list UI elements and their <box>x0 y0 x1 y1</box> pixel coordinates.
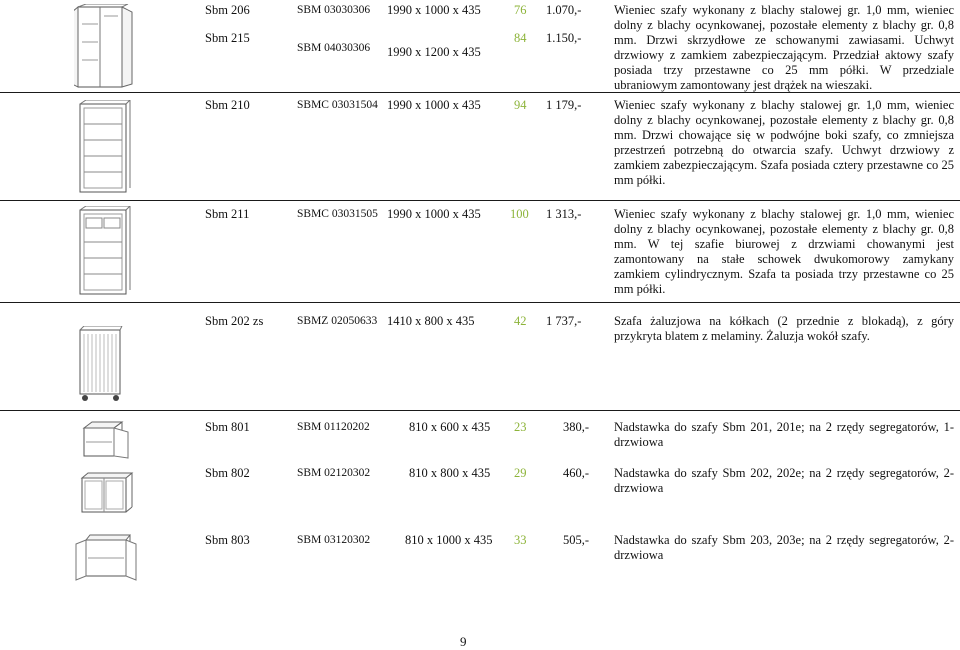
product-description: Nadstawka do szafy Sbm 202, 202e; na 2 rzędy segregatorów, 2-drzwiowa <box>614 466 954 495</box>
cabinet-double-door-image <box>74 4 134 90</box>
dimensions: 1410 x 800 x 435 <box>387 314 475 328</box>
cabinet-shelves-image <box>76 100 134 196</box>
dimensions: 1990 x 1200 x 435 <box>387 45 481 59</box>
top-unit-single-door-image <box>80 420 132 460</box>
quantity: 23 <box>514 420 527 434</box>
model-name: Sbm 801 <box>205 420 250 434</box>
price: 1 313,- <box>546 207 582 221</box>
product-description: Nadstawka do szafy Sbm 203, 203e; na 2 rzędy segregatorów, 2-drzwiowa <box>614 533 954 562</box>
quantity: 42 <box>514 314 527 328</box>
quantity: 33 <box>514 533 527 547</box>
dimensions: 810 x 800 x 435 <box>409 466 491 480</box>
row-divider <box>0 410 960 411</box>
price: 460,- <box>563 466 590 480</box>
product-code: SBM 04030306 <box>297 42 371 54</box>
top-unit-open-doors-image <box>74 532 138 584</box>
product-code: SBMC 03031505 <box>297 208 378 220</box>
product-description: Wieniec szafy wykonany z blachy stalowej gr. 1,0 mm, wieniec dolny z blachy ocynkowanej, pozostałe elementy z blachy gr. 0,8 mm. Drzwi chowające się w podwójne boki szafy, co zmniejsza przestrzeń potrzebną do otwarcia szafy. Uchwyt drzwiowy z zamkiem zabezpieczającym. Szafa posiada cztery przestawne co 25 mm półki. <box>614 98 954 187</box>
model-name: Sbm 202 zs <box>205 314 264 328</box>
quantity: 94 <box>514 98 527 112</box>
dimensions: 810 x 600 x 435 <box>409 420 491 434</box>
product-description: Wieniec szafy wykonany z blachy stalowej gr. 1,0 mm, wieniec dolny z blachy ocynkowanej, pozostałe elementy z blachy gr. 0,8 mm. W tej szafie biurowej z drzwiami chowanymi jest zamontowany na stałe schowek dwukomorowy zamykany zamkiem cylindrycznym. Szafa ta posiada trzy przestawne co 25 mm półki. <box>614 207 954 296</box>
model-name: Sbm 210 <box>205 98 250 112</box>
price: 380,- <box>563 420 590 434</box>
price: 1.150,- <box>546 31 582 45</box>
product-code: SBMC 03031504 <box>297 99 378 111</box>
model-name: Sbm 803 <box>205 533 250 547</box>
product-description: Wieniec szafy wykonany z blachy stalowej gr. 1,0 mm, wieniec dolny z blachy ocynkowanej, pozostałe elementy z blachy gr. 0,8 mm. Drzwi skrzydłowe ze schowanymi zawiasami. Uchwyt drzwiowy z zamkiem zabezpieczającym. Przedział aktowy szafy posiada trzy przestawne co 25 mm półki. W przedziale ubraniowym zamontowany jest drążek na wieszaki. <box>614 3 954 92</box>
product-code: SBM 03030306 <box>297 4 371 16</box>
product-code: SBM 01120202 <box>297 421 370 433</box>
quantity: 29 <box>514 466 527 480</box>
model-name: Sbm 211 <box>205 207 250 221</box>
dimensions: 1990 x 1000 x 435 <box>387 207 481 221</box>
model-name: Sbm 206 <box>205 3 250 17</box>
product-code: SBM 02120302 <box>297 467 371 479</box>
quantity: 76 <box>514 3 527 17</box>
dimensions: 810 x 1000 x 435 <box>405 533 493 547</box>
price: 1 179,- <box>546 98 582 112</box>
price: 505,- <box>563 533 590 547</box>
cabinet-compartment-image <box>76 206 134 298</box>
top-unit-double-door-image <box>78 470 134 518</box>
row-divider <box>0 200 960 201</box>
product-description: Szafa żaluzjowa na kółkach (2 przednie z blokadą), z góry przykryta blatem z melaminy. Żaluzja wokół szafy. <box>614 314 954 343</box>
price: 1.070,- <box>546 3 582 17</box>
page-number: 9 <box>460 634 467 649</box>
quantity: 84 <box>514 31 527 45</box>
model-name: Sbm 215 <box>205 31 250 45</box>
product-description: Nadstawka do szafy Sbm 201, 201e; na 2 rzędy segregatorów, 1-drzwiowa <box>614 420 954 449</box>
quantity: 100 <box>510 207 529 221</box>
dimensions: 1990 x 1000 x 435 <box>387 3 481 17</box>
product-code: SBMZ 02050633 <box>297 315 378 327</box>
product-code: SBM 03120302 <box>297 534 371 546</box>
dimensions: 1990 x 1000 x 435 <box>387 98 481 112</box>
price: 1 737,- <box>546 314 582 328</box>
roller-shutter-cabinet-image <box>76 326 126 402</box>
row-divider <box>0 302 960 303</box>
model-name: Sbm 802 <box>205 466 250 480</box>
